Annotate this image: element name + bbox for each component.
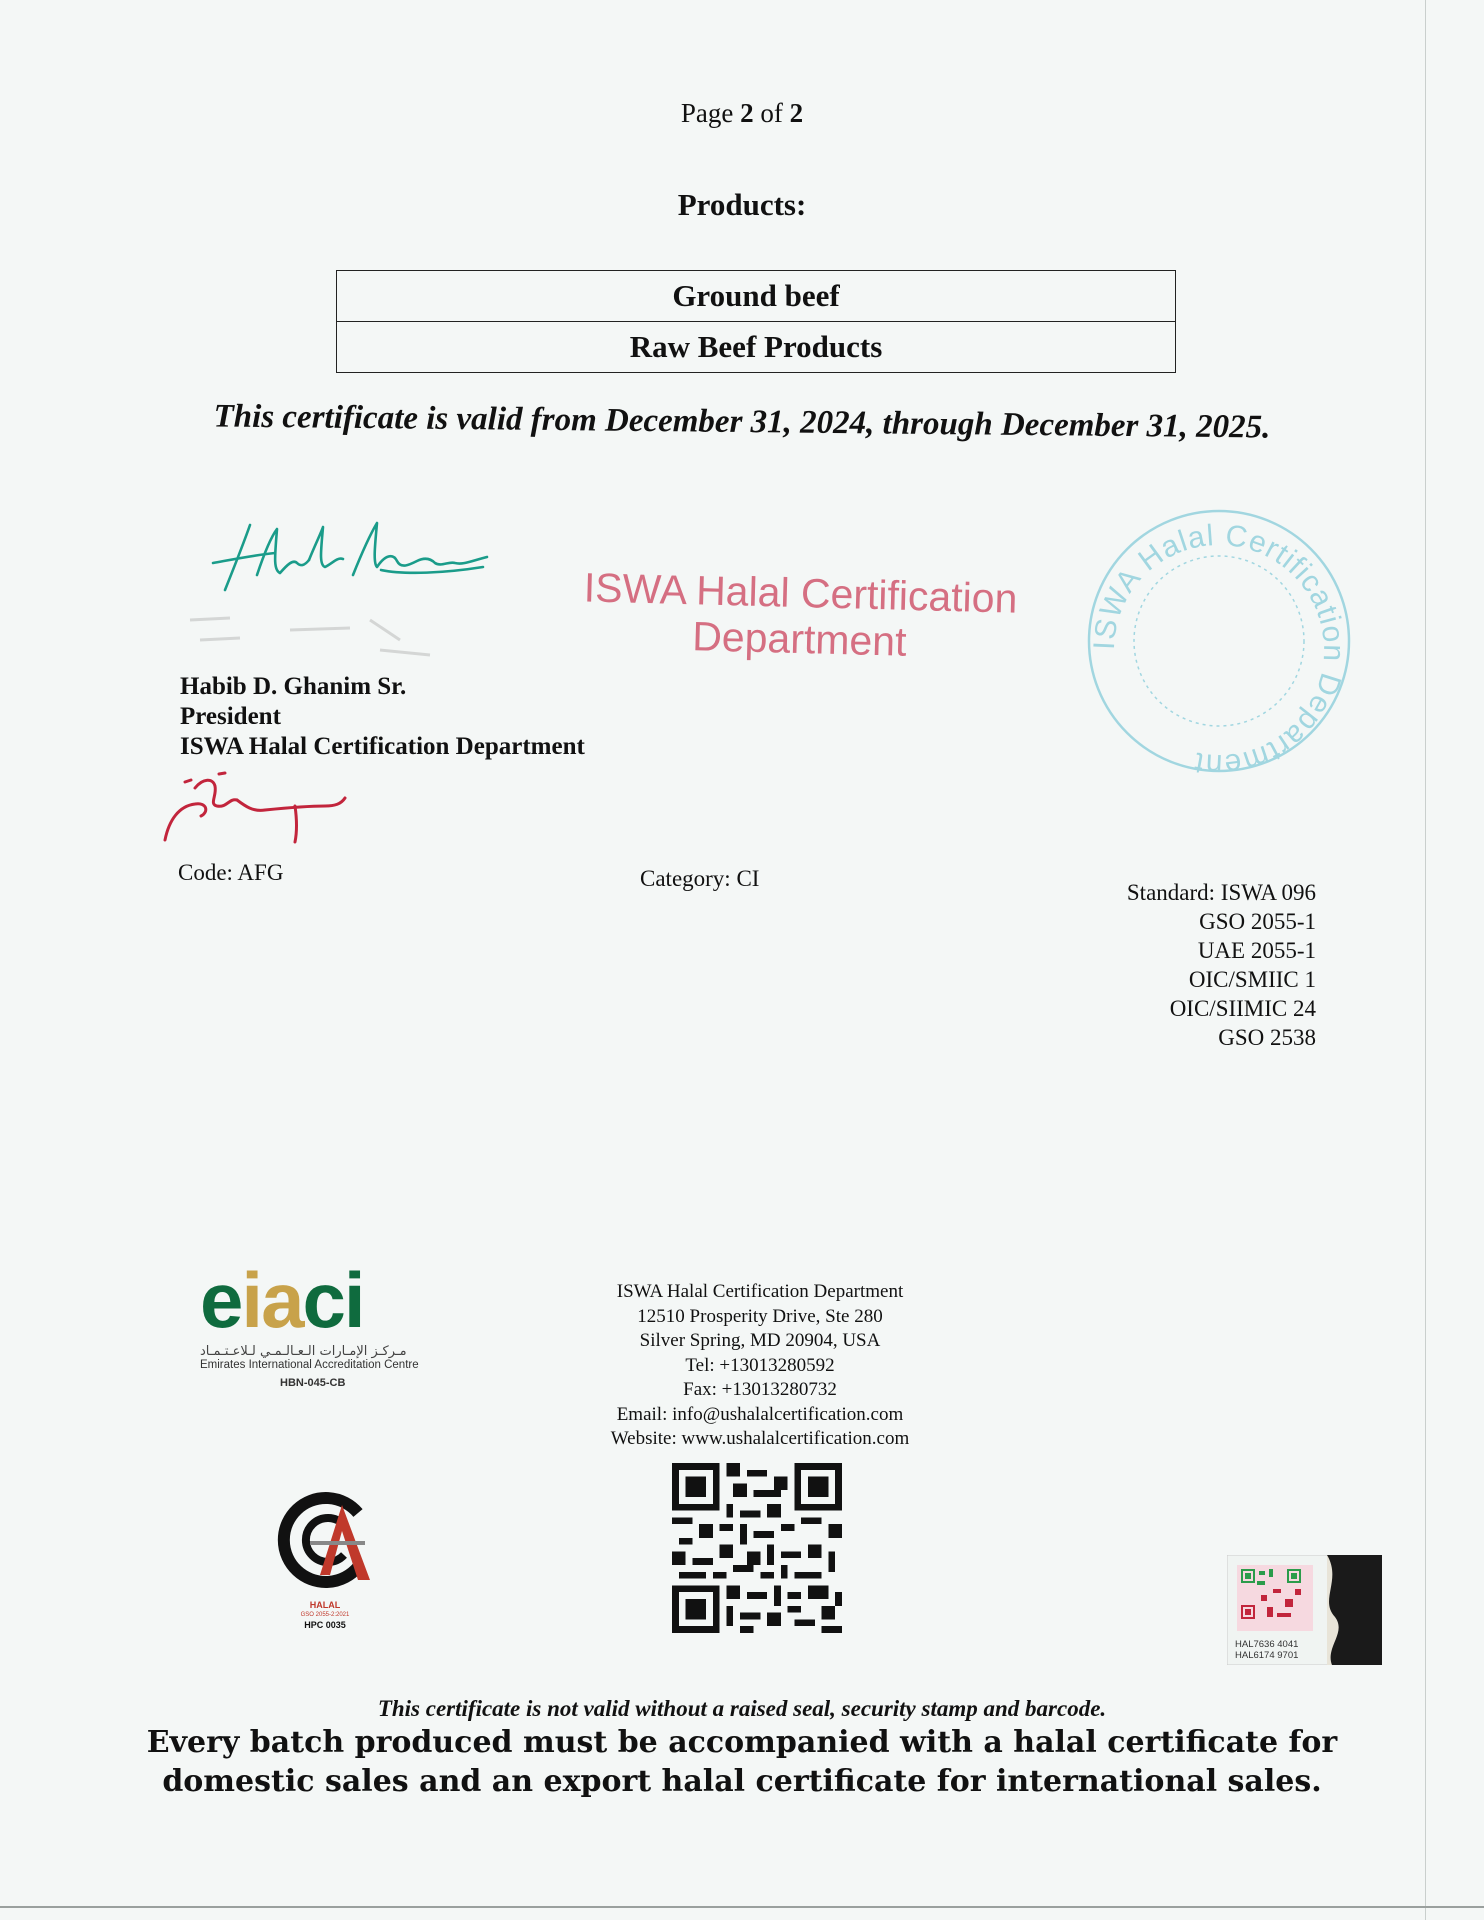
- signer-block: [180, 672, 585, 762]
- signer-name: Habib D. Ghanim Sr.: [180, 673, 407, 700]
- page-number: Page 2 of 2: [680, 98, 804, 128]
- svg-text:ISWA Halal Certification Depar: [1088, 519, 1350, 781]
- standards-list: [1127, 878, 1316, 1052]
- eiac-logo: [200, 1256, 460, 1389]
- contact-block: [540, 1280, 980, 1452]
- gca-code: HPC 0035: [304, 1620, 346, 1630]
- circular-seal: [1078, 500, 1360, 782]
- department-stamp: [559, 564, 1041, 669]
- standard-item: GSO 2538: [1218, 1025, 1316, 1050]
- sticker-code-2: HAL6174 9701: [1235, 1650, 1299, 1661]
- category-label: Category: CI: [640, 866, 760, 891]
- standard-item: UAE 2055-1: [1197, 938, 1316, 963]
- department-stamp-line1: ISWA Halal Certification: [583, 564, 1018, 622]
- validity-statement: This certificate is valid from December 31, 2024, through December 31, 2025.: [213, 398, 1271, 446]
- security-sticker: [1227, 1555, 1382, 1665]
- signer-title: President: [180, 703, 281, 730]
- contact-website: Website: www.ushalalcertification.com: [610, 1428, 910, 1449]
- signature-arabic: [155, 770, 375, 850]
- gca-sub: GSO 2055-2:2021: [300, 1612, 350, 1618]
- validity-notice: This certificate is not valid without a raised seal, security stamp and barcode.: [377, 1696, 1107, 1721]
- eiac-wordmark: eiaci: [200, 1256, 364, 1344]
- gca-label: HALAL: [309, 1600, 341, 1610]
- eiac-arabic-name: مـركـز الإمـارات الـعـالـمـي لـلاعـتـمـاد: [200, 1344, 407, 1359]
- signer-organization: ISWA Halal Certification Department: [180, 733, 585, 760]
- batch-notice-line1: Every batch produced must be accompanied with a halal certificate for: [146, 1725, 1338, 1760]
- qr-code: [672, 1463, 842, 1633]
- batch-notice-line2: domestic sales and an export halal certificate for international sales.: [162, 1764, 1322, 1799]
- eiac-code: HBN-045-CB: [280, 1377, 346, 1389]
- contact-email: Email: info@ushalalcertification.com: [616, 1403, 904, 1425]
- sticker-code-1: HAL7636 4041: [1235, 1639, 1299, 1650]
- gca-halal-logo: [270, 1485, 380, 1630]
- contact-line: ISWA Halal Certification Department: [616, 1281, 904, 1302]
- eiac-english-name: Emirates International Accreditation Centre: [200, 1359, 419, 1371]
- seal-text: ISWA Halal Certification Department: [1087, 518, 1351, 782]
- code-label: Code: AFG: [178, 860, 284, 885]
- contact-line: Fax: +13013280732: [683, 1379, 837, 1400]
- contact-line: Tel: +13013280592: [685, 1354, 835, 1376]
- products-table: [336, 270, 1176, 373]
- contact-line: Silver Spring, MD 20904, USA: [639, 1330, 881, 1351]
- products-heading: Products:: [677, 187, 807, 222]
- batch-notice: [0, 1723, 1484, 1801]
- contact-line: 12510 Prosperity Drive, Ste 280: [637, 1305, 883, 1327]
- product-row: Raw Beef Products: [337, 321, 1175, 372]
- gca-logo-icon: [270, 1485, 380, 1595]
- page-edge-line: [1425, 0, 1426, 1920]
- standard-item: OIC/SIIMIC 24: [1169, 996, 1316, 1021]
- department-stamp-line2: Department: [691, 613, 908, 665]
- bottom-edge-line: [0, 1906, 1484, 1908]
- standard-item: Standard: ISWA 096: [1126, 880, 1316, 905]
- product-row: Ground beef: [672, 278, 840, 313]
- standard-item: OIC/SMIIC 1: [1188, 967, 1316, 992]
- standard-item: GSO 2055-1: [1199, 909, 1316, 934]
